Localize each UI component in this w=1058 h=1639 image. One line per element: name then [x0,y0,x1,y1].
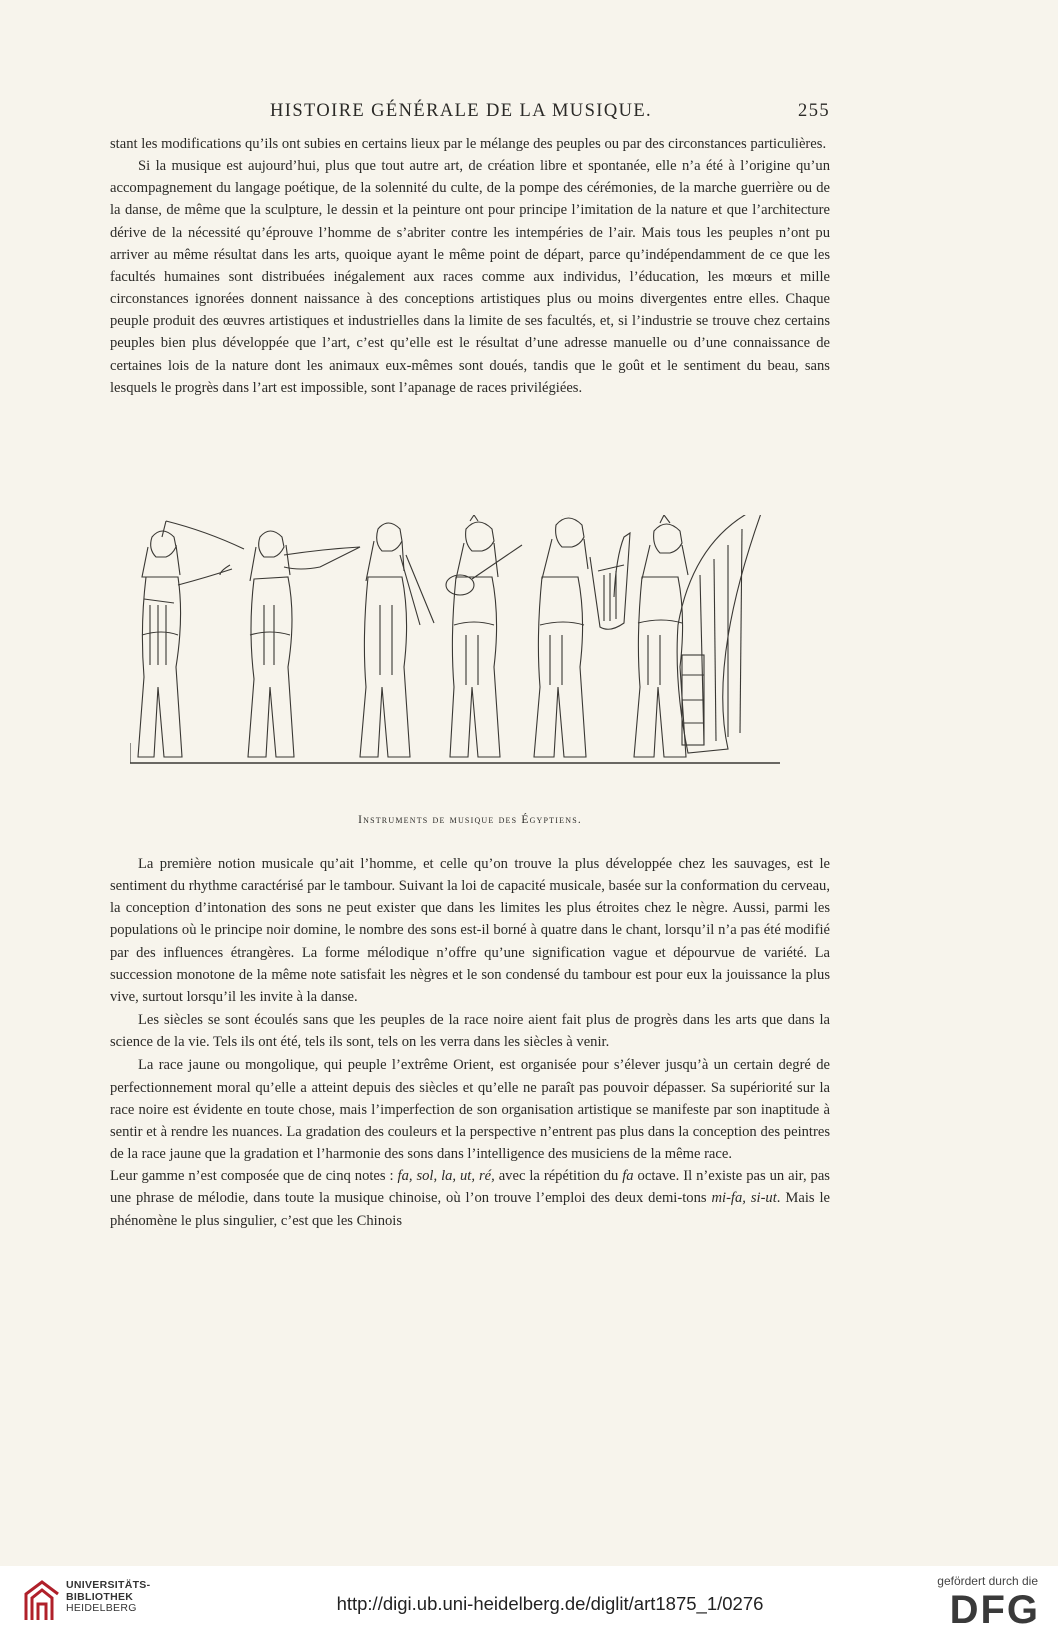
paragraph: La première notion musicale qu’ait l’homme, et celle qu’on trouve la plus développée chez les sauvages, est le sentiment du rhythme caractérisé par le tambour. Suivant la loi de capacité musicale, basée sur la conformation du cerveau, la conception d’intonation des sons ne peut exister que dans les limites les plus étroites chez le nègre. Aussi, parmi les populations où le principe noir domine, le nombre des sons est-il borné à quatre dans le chant, lorsqu’il n’a pas été modifié par des influences étrangères. La forme mélodique n’offre qu’une signification vague et dépourvue de variété. La succession monotone de la même note satisfait les nègres et le son condensé du tambour est pour eux la jouissance la plus vive, surtout lorsqu’il les invite à la danse. [110,856,830,1005]
egyptian-musicians-illustration [130,515,820,805]
solfege-note: fa [622,1168,634,1185]
paragraph: La race jaune ou mongolique, qui peuple l’extrême Orient, est organisée pour s’élever jusqu’à un certain degré de perfectionnement moral qu’elle a atteint depuis des siècles et qu’elle ne paraît pas pouvoir dépasser. Sa supériorité sur la race noire est évidente en toute chose, mais l’imperfection de son organisation artistique se manifeste par son inaptitude à sentir et à rendre les nuances. La gradation des couleurs et la perspective n’entrent pas plus dans la conception des peintres de la race jaune que la gradation et l’harmonie des sons dans l’intelligence des musiciens de la même race. [110,1057,830,1163]
library-line: BIBLIOTHEK [66,1590,134,1603]
musician-figure [534,515,630,757]
text-block-top [110,133,830,399]
musician-figure [138,521,244,757]
paragraph-last [110,1165,830,1231]
library-line: HEIDELBERG [66,1602,137,1614]
dfg-logo: DFG [949,1588,1040,1632]
text-span: . Mais le phénomène le plus singulier, c’est que les Chinois [110,1190,830,1229]
musician-figure [248,531,360,757]
text-span: avec la répétition du [494,1168,623,1185]
text-span: Leur gamme n’est composée que de cinq notes : [110,1168,398,1185]
musician-figure [634,515,764,757]
running-header [110,101,830,127]
funding-label: gefördert durch die [937,1574,1038,1588]
semitones: mi-fa, si-ut [711,1190,777,1207]
musician-figure [446,515,522,757]
text-span: octave. Il n’existe pas un air, pas une phrase de mélodie, dans toute la musique chinoise, où l’on trouve l’emploi des deux demi-tons [110,1168,830,1207]
paragraph: stant les modifications qu’ils ont subies en certains lieux par le mélange des peuples ou par des circonstances particulières. [110,136,827,152]
running-title: HISTOIRE GÉNÉRALE DE LA MUSIQUE. [270,101,653,121]
musician-figure [360,523,434,757]
figure-caption: Instruments de musique des Égyptiens. [358,814,582,826]
library-name [66,1580,150,1615]
paragraph: Les siècles se sont écoulés sans que les peuples de la race noire aient fait plus de progrès dans les arts que dans la science de la vie. Tels ils ont été, tels ils sont, tels on les verra dans les siècles à venir. [110,1012,830,1051]
university-library-logo-icon [22,1580,62,1624]
permalink-url[interactable]: http://digi.ub.uni-heidelberg.de/diglit/art1875_1/0276 [336,1593,764,1614]
digitization-footer [0,1566,1058,1639]
solfege-notes: fa, sol, la, ut, ré, [397,1168,495,1185]
text-block-bottom [110,853,830,1232]
page-number: 255 [798,101,830,121]
paragraph: Si la musique est aujourd’hui, plus que tout autre art, de création libre et spontanée, elle n’a été à l’origine qu’un accompagnement du langage poétique, de la solennité du culte, de la pompe des cérémonies, de la marche guerrière ou de la danse, de même que la sculpture, le dessin et la peinture ont pour principe l’imitation de la nature et que l’architecture dérive de la nécessité qu’éprouve l’homme de s’abriter contre les intempéries de l’air. Mais tous les peuples n’ont pu arriver au même résultat dans les arts, quoique ayant le même point de départ, parce qu’indépendamment de ce que les facultés humaines sont distribuées inégalement aux races comme aux individus, l’éducation, les mœurs et mille circonstances ignorées donnent naissance à des conceptions artistiques plus ou moins divergentes entre elles. Chaque peuple produit des œuvres artistiques et industrielles dans la limite de ses facultés, et, si l’industrie se trouve chez certains peuples bien plus développée que l’art, c’est qu’elle est le résultat d’une adresse manuelle ou d’une connaissance de certaines lois de la nature dont les animaux eux-mêmes sont doués, tandis que le goût et le sentiment du beau, sans lesquels le progrès dans l’art est impossible, sont l’apanage de races privilégiées. [110,158,830,396]
library-line: UNIVERSITÄTS- [66,1579,151,1591]
